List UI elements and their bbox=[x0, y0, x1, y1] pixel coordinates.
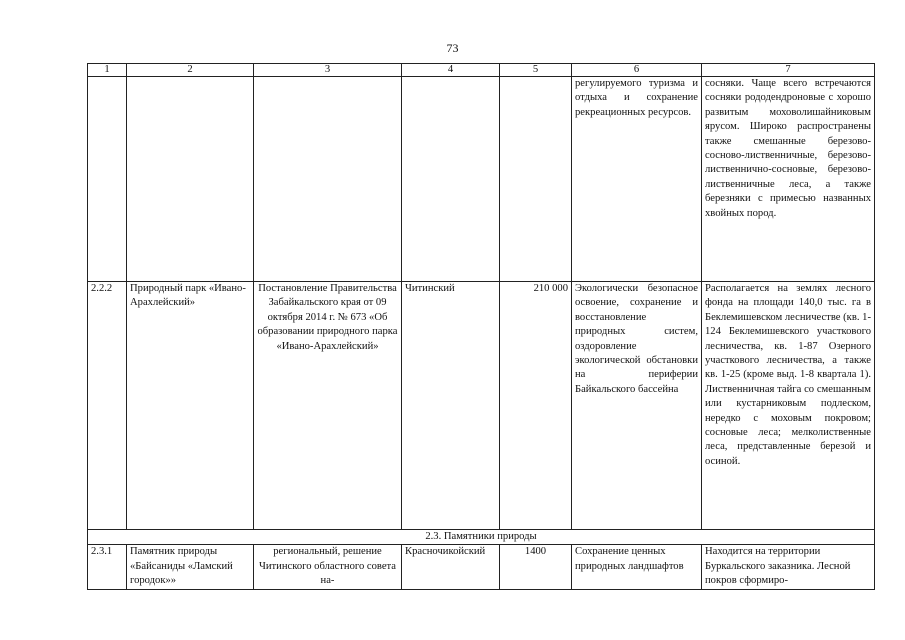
cell-number bbox=[88, 77, 127, 282]
column-header: 7 bbox=[702, 64, 875, 77]
cell-number: 2.2.2 bbox=[88, 282, 127, 530]
table-row bbox=[88, 282, 875, 530]
column-header: 6 bbox=[572, 64, 702, 77]
cell-name: Природный парк «Ивано-Арахлейский» bbox=[127, 282, 254, 530]
column-header: 5 bbox=[500, 64, 572, 77]
cell-description: Располагается на землях лесного фонда на площади 140,0 тыс. га в Беклемишевском лесничестве (кв. 1-124 Беклемишевского участкового лесничества, кв. 1-87 Озерного участкового лесничества, а также кв. 1-25 (кроме выд. 1-8 квартала 1). Лиственничная тайга со смешанным или кустарниковым подлеском, нередко с моховым покровом; сосновые леса; мелколиственные леса, представленные березой и осиной. bbox=[702, 282, 875, 530]
cell-document: региональный, решение Читинского областного совета на- bbox=[254, 545, 402, 589]
section-row bbox=[88, 530, 875, 545]
cell-purpose: регулируемого туризма и отдыха и сохранение рекреационных ресурсов. bbox=[572, 77, 702, 282]
table-row-continuation bbox=[88, 77, 875, 282]
cell-purpose: Экологически безопасное освоение, сохранение и восстановление природных систем, оздоровление экологической обстановки на периферии Байкальского бассейна bbox=[572, 282, 702, 530]
column-number-row bbox=[88, 64, 875, 77]
cell-name: Памятник природы «Байсаниды «Ламский городок»» bbox=[127, 545, 254, 589]
cell-area bbox=[500, 77, 572, 282]
cell-area: 210 000 bbox=[500, 282, 572, 530]
page-number: 73 bbox=[446, 41, 459, 55]
cell-district bbox=[402, 77, 500, 282]
cell-description: Находится на территории Буркальского заказника. Лесной покров сформиро- bbox=[702, 545, 875, 589]
column-header: 1 bbox=[88, 64, 127, 77]
table-row bbox=[88, 545, 875, 589]
cell-description: сосняки. Чаще всего встречаются сосняки рододендроновые с хорошо развитым моховолишайниковым ярусом. Широко распространены также смешанные березово-сосново-лиственничные, березово-лиственнично-сосновые, березово-лиственничные леса, а также березняки с примесью названных хвойных пород. bbox=[702, 77, 875, 282]
cell-document: Постановление Правительства Забайкальского края от 09 октября 2014 г. № 673 «Об образовании природного парка «Ивано-Арахлейский» bbox=[254, 282, 402, 530]
cell-number: 2.3.1 bbox=[88, 545, 127, 589]
column-header: 3 bbox=[254, 64, 402, 77]
cell-purpose: Сохранение ценных природных ландшафтов bbox=[572, 545, 702, 589]
cell-area: 1400 bbox=[500, 545, 572, 589]
section-title: 2.3. Памятники природы bbox=[88, 530, 875, 545]
cell-district: Читинский bbox=[402, 282, 500, 530]
nature-areas-table bbox=[87, 63, 875, 590]
cell-name bbox=[127, 77, 254, 282]
cell-district: Красночикойский bbox=[402, 545, 500, 589]
cell-document bbox=[254, 77, 402, 282]
column-header: 2 bbox=[127, 64, 254, 77]
column-header: 4 bbox=[402, 64, 500, 77]
